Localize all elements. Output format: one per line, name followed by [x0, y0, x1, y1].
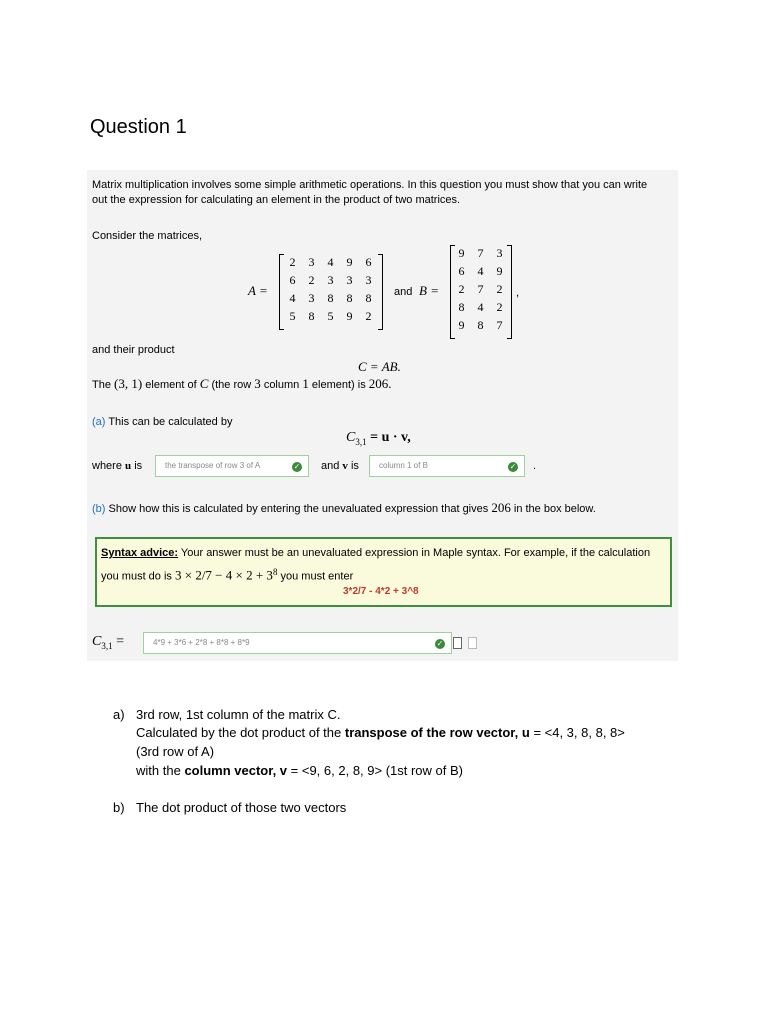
equation-subscript: 3,1 — [355, 436, 367, 447]
where-text: where — [92, 460, 122, 472]
syntax-advice-title: Syntax advice: — [101, 547, 179, 559]
answer-a-line-2-pre: Calculated by the dot product of the — [136, 725, 342, 740]
element-pre: The — [92, 379, 111, 391]
checkmark-icon: ✓ — [436, 639, 444, 648]
answer-label-c: C — [92, 634, 102, 649]
expression-answer-field[interactable] — [143, 632, 452, 654]
part-a-label: (a) — [92, 416, 106, 428]
matrix-b — [452, 246, 509, 336]
matrix-a-cell: 8 — [365, 291, 372, 305]
answer-a-line-1: 3rd row, 1st column of the matrix C. — [136, 707, 341, 722]
part-a-text — [92, 415, 232, 429]
matrix-a-cell: 2 — [289, 255, 296, 269]
answer-a-line-4-bold: column vector, v — [184, 763, 288, 778]
u-answer-value: the transpose of row 3 of A — [165, 461, 261, 470]
element-mid: element of — [145, 379, 197, 391]
element-index: (3, 1) — [114, 376, 143, 391]
matrix-b-cell: 9 — [458, 318, 465, 332]
answer-a-line-2-bold: transpose of the row vector, u — [344, 725, 530, 740]
and-v-text — [321, 459, 359, 473]
matrix-b-cell: 2 — [496, 282, 503, 296]
answer-a-marker: a) — [113, 707, 125, 722]
matrix-a-cell: 6 — [365, 255, 372, 269]
matrix-a-cell: 3 — [346, 273, 353, 287]
syntax-advice-example: 3*2/7 - 4*2 + 3^8 — [343, 586, 419, 597]
where-u-text — [92, 459, 142, 473]
matrix-a-cell: 8 — [308, 309, 315, 323]
matrix-a-right-bracket — [378, 254, 383, 330]
equation-c: C — [346, 430, 356, 445]
answer-a-line-2 — [136, 723, 625, 742]
element-paren-post: element) is — [311, 379, 366, 391]
preview-document-icon[interactable] — [453, 637, 462, 649]
part-b-label: (b) — [92, 503, 106, 515]
answer-label — [92, 635, 124, 653]
equation-rhs: = u · v, — [370, 430, 411, 445]
element-col: 1 — [302, 376, 309, 391]
product-equation: C = AB. — [358, 359, 401, 374]
matrix-a-cell: 3 — [308, 291, 315, 305]
matrix-b-cell: 7 — [496, 318, 503, 332]
matrix-b-cell: 9 — [458, 246, 465, 260]
matrix-a-cell: 2 — [308, 273, 315, 287]
matrix-b-cell: 8 — [458, 300, 465, 314]
product-text: and their product — [92, 344, 175, 356]
checkmark-icon: ✓ — [509, 462, 517, 471]
matrix-a-cell: 9 — [346, 309, 353, 323]
matrix-a-cell: 6 — [289, 273, 296, 287]
part-b-text — [92, 501, 596, 516]
intro-line-1: Matrix multiplication involves some simple arithmetic operations. In this question you must show that you can write — [92, 179, 648, 191]
answer-b-marker: b) — [113, 800, 125, 815]
v-var: v — [342, 460, 348, 472]
answer-a-line-2-post: = <4, 3, 8, 8, 8> — [533, 725, 625, 740]
consider-text: Consider the matrices, — [92, 230, 203, 242]
matrix-b-cell: 6 — [458, 264, 465, 278]
matrix-b-cell: 7 — [477, 282, 484, 296]
matrix-b-cell: 2 — [496, 300, 503, 314]
matrix-b-cell: 8 — [477, 318, 484, 332]
matrix-a-cell: 5 — [327, 309, 334, 323]
blank-document-icon[interactable] — [468, 637, 477, 649]
syntax-advice-line-1 — [101, 546, 650, 560]
answer-a-line-3: (3rd row of A) — [136, 744, 215, 759]
answer-label-eq: = — [116, 634, 124, 649]
matrix-a-label: A = — [248, 283, 268, 298]
u-var: u — [125, 460, 132, 472]
u-is-text: is — [134, 460, 143, 472]
element-statement — [92, 377, 392, 392]
expression-answer-value: 4*9 + 3*6 + 2*8 + 8*8 + 8*9 — [153, 638, 250, 647]
syntax-advice-text-2-post: you must enter — [280, 570, 354, 583]
question-title: Question 1 — [90, 116, 187, 138]
answer-a-line-4-post: = <9, 6, 2, 8, 9> (1st row of B) — [290, 763, 463, 778]
element-var: C — [199, 376, 209, 391]
matrix-b-cell: 9 — [496, 264, 503, 278]
matrix-b-label: B = — [419, 283, 439, 298]
u-answer-field[interactable] — [155, 455, 309, 477]
answer-a-line-4-pre: with the — [136, 763, 181, 778]
matrix-a-cell: 5 — [289, 309, 296, 323]
intro-line-2: out the expression for calculating an element in the product of two matrices. — [92, 194, 461, 206]
matrix-b-cell: 3 — [496, 246, 503, 260]
answer-a-line-4 — [136, 761, 463, 780]
element-value: 206. — [368, 376, 392, 391]
syntax-advice-text-1: Your answer must be an unevaluated expression in Maple syntax. For example, if the calculation — [180, 547, 651, 559]
syntax-advice-line-2 — [101, 565, 353, 584]
matrix-a-cell: 4 — [289, 291, 296, 305]
matrix-b-cell: 2 — [458, 282, 465, 296]
part-a-description: This can be calculated by — [108, 416, 233, 428]
matrix-b-cell: 7 — [477, 246, 484, 260]
matrix-a-cell: 3 — [327, 273, 334, 287]
checkmark-icon: ✓ — [293, 462, 301, 471]
part-b-text-pre: Show how this is calculated by entering the unevaluated expression that gives — [108, 503, 489, 515]
matrix-a-cell: 9 — [346, 255, 353, 269]
syntax-advice-text-2-pre: you must do is — [101, 570, 172, 583]
matrix-a-cell: 4 — [327, 255, 334, 269]
matrix-a-cell: 8 — [327, 291, 334, 305]
part-b-text-post: in the box below. — [513, 503, 596, 515]
matrix-b-trailing-comma: , — [516, 287, 520, 299]
matrix-a-cell: 2 — [365, 309, 372, 323]
syntax-advice-math-sup: 8 — [272, 567, 278, 577]
and-text: and — [394, 286, 413, 298]
part-a-equation — [346, 431, 411, 449]
and-text-a: and — [321, 460, 340, 472]
matrix-a-cell: 8 — [346, 291, 353, 305]
element-row: 3 — [254, 376, 261, 391]
v-is-text: is — [350, 460, 359, 472]
matrix-a — [283, 255, 378, 327]
element-paren-pre: (the row — [211, 379, 252, 391]
matrix-a-cell: 3 — [308, 255, 315, 269]
matrix-b-cell: 4 — [477, 264, 484, 278]
part-a-trailing: . — [533, 460, 537, 472]
matrix-b-cell: 4 — [477, 300, 484, 314]
answer-b-line-1: The dot product of those two vectors — [136, 800, 347, 815]
element-paren-mid: column — [263, 379, 300, 391]
v-answer-value: column 1 of B — [379, 461, 428, 470]
matrix-a-cell: 3 — [365, 273, 372, 287]
part-b-value: 206 — [491, 500, 511, 515]
v-answer-field[interactable] — [369, 455, 525, 477]
answer-label-subscript: 3,1 — [101, 640, 113, 651]
syntax-advice-math: 3 × 2/7 − 4 × 2 + 3 — [174, 567, 273, 583]
